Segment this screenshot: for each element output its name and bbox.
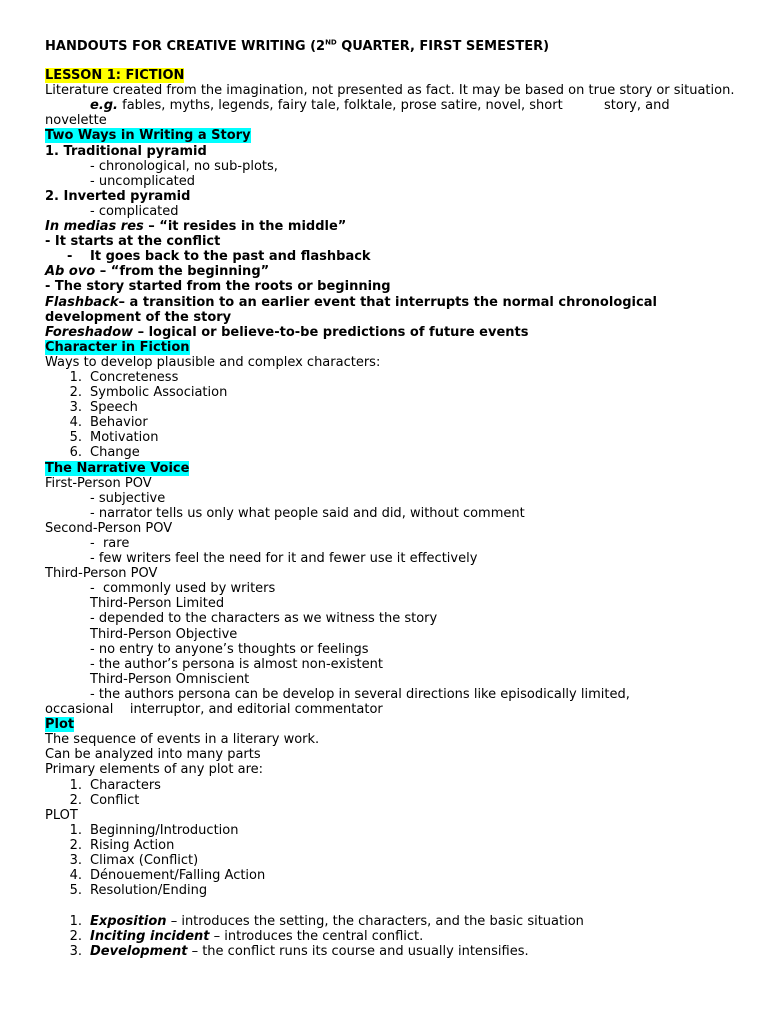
- dash-marker: -: [67, 249, 73, 265]
- plot-stages-list: [45, 914, 738, 959]
- document-title: [45, 39, 738, 54]
- pov-subtype: Third-Person Limited: [90, 596, 225, 612]
- list-item: 3. Speech: [69, 400, 138, 416]
- plot-primary: Primary elements of any plot are:: [45, 762, 264, 778]
- pov-item: - rare: [90, 536, 130, 551]
- character-intro: Ways to develop plausible and complex characters:: [45, 354, 381, 370]
- flashback-def: – a transition to an earlier event that interrupts the normal chronological development of the story: [45, 294, 657, 325]
- stage-term: Inciting incident: [90, 929, 210, 945]
- narrative-voice-heading: The Narrative Voice: [45, 460, 190, 476]
- character-list: [45, 370, 738, 461]
- omniscient-desc-2: occasional interruptor, and editorial commentator: [45, 702, 383, 718]
- trad-item: - uncomplicated: [90, 173, 196, 189]
- plot-label: PLOT: [45, 807, 78, 823]
- pov-item: - few writers feel the need for it and fewer use it effectively: [90, 551, 478, 567]
- omniscient-desc-1: - the authors persona can be develop in several directions like episodically limited,: [90, 686, 630, 702]
- second-person-pov: Second-Person POV: [45, 520, 173, 536]
- ovo-line: - The story started from the roots or beginning: [45, 279, 391, 295]
- spacer: [45, 898, 738, 914]
- list-item: 5. Motivation: [69, 430, 159, 446]
- ovo-term: Ab ovo: [45, 264, 96, 280]
- medias-def: – “it resides in the middle”: [143, 219, 347, 235]
- pov-item: - no entry to anyone’s thoughts or feelings: [90, 641, 369, 657]
- stage-term: Development: [90, 944, 188, 960]
- list-item: 2. Symbolic Association: [69, 385, 228, 401]
- primary-elements-list: [45, 778, 738, 808]
- title-text: HANDOUTS FOR CREATIVE WRITING (2: [45, 39, 326, 54]
- pov-item: - commonly used by writers: [90, 581, 276, 597]
- flashback-term: Flashback: [45, 294, 119, 310]
- list-item: 2. Rising Action: [69, 837, 175, 853]
- list-item: 5. Resolution/Ending: [69, 883, 208, 899]
- foreshadow-def: – logical or believe-to-be predictions of future events: [133, 324, 529, 340]
- list-item: 1. Beginning/Introduction: [69, 822, 239, 838]
- list-item: 6. Change: [69, 445, 140, 461]
- medias-bullet-item: [45, 249, 738, 264]
- first-person-pov: First-Person POV: [45, 475, 152, 491]
- foreshadow-term: Foreshadow: [45, 324, 134, 340]
- title-text-end: QUARTER, FIRST SEMESTER): [336, 39, 550, 54]
- examples-line: [45, 98, 738, 113]
- list-item: 3. Climax (Conflict): [69, 852, 199, 868]
- pov-item: - the author’s persona is almost non-existent: [90, 656, 383, 672]
- pov-item: - subjective: [90, 490, 166, 506]
- eg-label: e.g.: [90, 98, 118, 114]
- stage-def: – the conflict runs its course and usually intensifies.: [187, 944, 529, 960]
- ab-ovo: [45, 264, 738, 279]
- medias-bullet: It goes back to the past and flashback: [90, 249, 371, 265]
- third-person-pov: Third-Person POV: [45, 566, 158, 582]
- list-item: 2. Inciting incident – introduces the central conflict.: [69, 929, 424, 945]
- examples-line-2: novelette: [45, 113, 107, 129]
- trad-item: - chronological, no sub-plots,: [90, 158, 278, 174]
- pov-subtype: Third-Person Omniscient: [90, 671, 250, 687]
- stage-term: Exposition: [90, 914, 167, 930]
- list-item: 3. Development – the conflict runs its course and usually intensifies.: [69, 944, 529, 960]
- traditional-pyramid: 1. Traditional pyramid: [45, 143, 207, 159]
- plot-definition: The sequence of events in a literary work.: [45, 732, 320, 748]
- lesson-heading: LESSON 1: FICTION: [45, 68, 185, 84]
- foreshadow-definition: [45, 325, 738, 340]
- title-superscript: ND: [325, 38, 337, 47]
- pov-item: - depended to the characters as we witness the story: [90, 611, 438, 627]
- in-medias-res: [45, 219, 738, 234]
- plot-heading: Plot: [45, 717, 75, 733]
- stage-def: – introduces the setting, the characters, and the basic situation: [166, 914, 584, 930]
- eg-text: fables, myths, legends, fairy tale, folktale, prose satire, novel, short story, and: [118, 98, 670, 114]
- inv-item: - complicated: [90, 203, 179, 219]
- list-item: 4. Dénouement/Falling Action: [69, 868, 266, 884]
- pov-subtype: Third-Person Objective: [90, 626, 238, 642]
- list-item: 1. Characters: [69, 777, 161, 793]
- plot-structure-list: [45, 823, 738, 898]
- pov-item: - narrator tells us only what people said and did, without comment: [90, 505, 525, 521]
- fiction-definition: Literature created from the imagination, not presented as fact. It may be based on true story or situation.: [45, 83, 735, 99]
- ways-heading: Two Ways in Writing a Story: [45, 128, 251, 144]
- ovo-def: – “from the beginning”: [95, 264, 270, 280]
- medias-line: - It starts at the conflict: [45, 234, 221, 250]
- medias-term: In medias res: [45, 219, 144, 235]
- list-item: 1. Exposition – introduces the setting, the characters, and the basic situation: [69, 914, 584, 930]
- character-heading: Character in Fiction: [45, 339, 190, 355]
- inverted-pyramid: 2. Inverted pyramid: [45, 188, 191, 204]
- list-item: 4. Behavior: [69, 415, 148, 431]
- list-item: 2. Conflict: [69, 792, 140, 808]
- stage-def: – introduces the central conflict.: [209, 929, 424, 945]
- plot-parts: Can be analyzed into many parts: [45, 747, 261, 763]
- flashback-definition: [45, 295, 738, 325]
- list-item: 1. Concreteness: [69, 369, 179, 385]
